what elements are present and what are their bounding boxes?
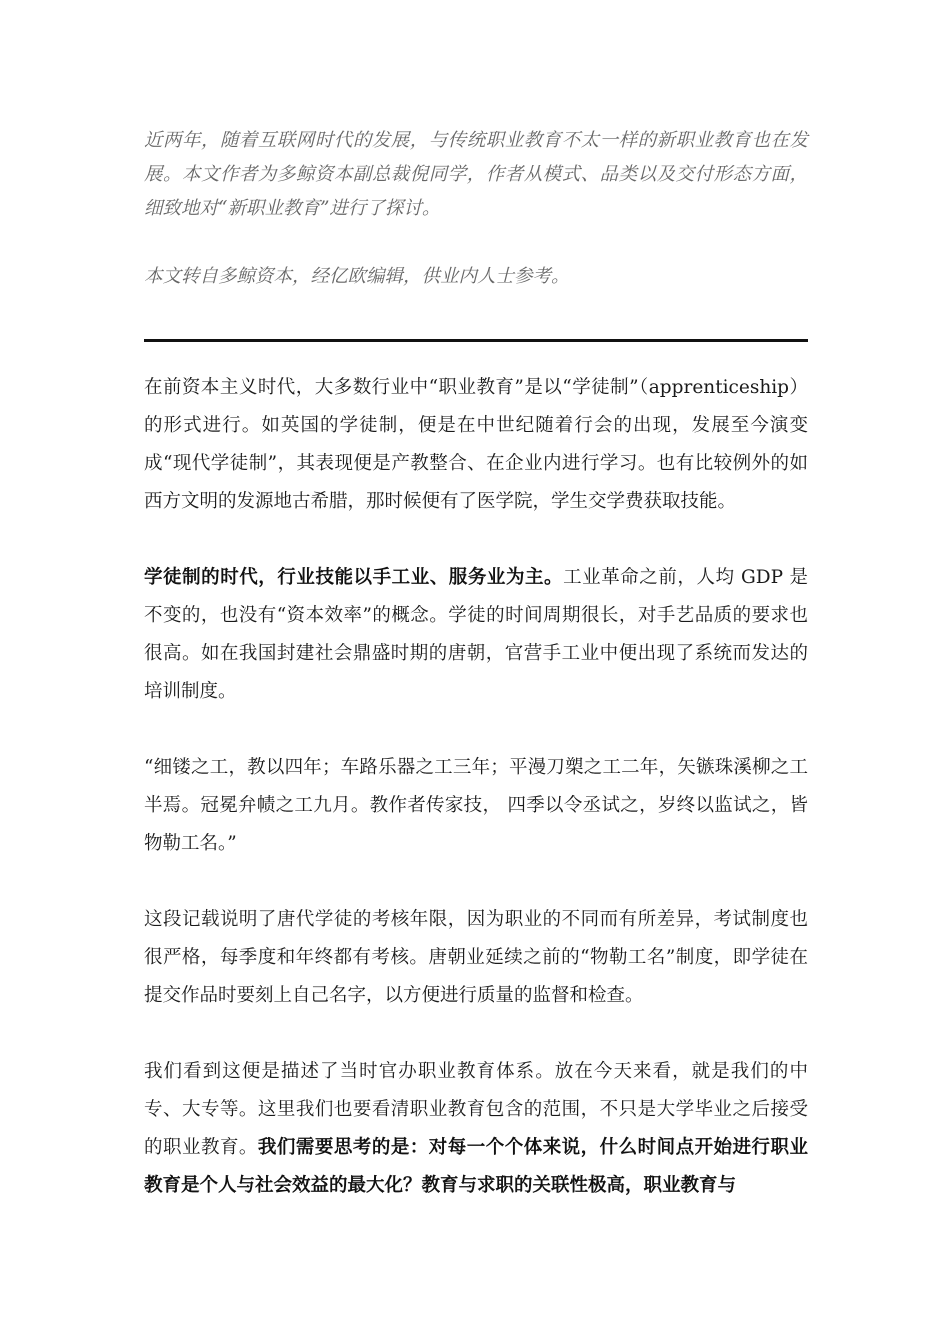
- paragraph-text: 我们看到这便是描述了当时官办职业教育体系。放在今天来看，就是我们的中专、大专等。这里我们也要看清职业教育包含的范围，不只是大学毕业之后接受的职业教育。: [144, 1061, 808, 1158]
- paragraph-vocational-scope: [144, 1053, 808, 1205]
- intro-source-note: 本文转自多鲸资本，经亿欧编辑，供业内人士参考。: [144, 266, 570, 287]
- article-intro: [144, 124, 808, 294]
- paragraph-apprenticeship-history: 在前资本主义时代，大多数行业中“职业教育”是以“学徒制”（apprenticeship）的形式进行。如英国的学徒制，便是在中世纪随着行会的出现，发展至今演变成“现代学徒制”，其表现便是产教整合、在企业内进行学习。也有比较例外的如西方文明的发源地古希腊，那时候便有了医学院，学生交学费获取技能。: [144, 377, 808, 512]
- paragraph-apprenticeship-era: [144, 559, 808, 711]
- article-content: [144, 124, 808, 1205]
- intro-summary: 近两年，随着互联网时代的发展，与传统职业教育不太一样的新职业教育也在发展。本文作者为多鲸资本副总裁倪同学，作者从模式、品类以及交付形态方面，细致地对“新职业教育”进行了探讨。: [144, 130, 808, 219]
- paragraph-tang-assessment: 这段记载说明了唐代学徒的考核年限，因为职业的不同而有所差异，考试制度也很严格，每季度和年终都有考核。唐朝业延续之前的“物勒工名”制度，即学徒在提交作品时要刻上自己名字，以方便进行质量的监督和检查。: [144, 909, 808, 1006]
- emphasis-text: 我们需要思考的是：对每一个个体来说，什么时间点开始进行职业教育是个人与社会效益的最大化？教育与求职的关联性极高，职业教育与: [144, 1137, 808, 1196]
- emphasis-text: 学徒制的时代，行业技能以手工业、服务业为主。: [144, 567, 564, 588]
- paragraph-tang-quote: “细镂之工，教以四年；车路乐器之工三年；平漫刀槊之工二年，矢镞珠溪柳之工半焉。冠冕弁帻之工九月。教作者传家技， 四季以令丞试之，岁终以监试之，皆物勒工名。”: [144, 757, 808, 854]
- paragraph-text: 工业革命之前，人均 GDP 是不变的，也没有“资本效率”的概念。学徒的时间周期很长，对手艺品质的要求也很高。如在我国封建社会鼎盛时期的唐朝，官营手工业中便出现了系统而发达的培训制度。: [144, 567, 808, 702]
- article-body: [144, 369, 808, 1205]
- section-divider: [144, 339, 808, 342]
